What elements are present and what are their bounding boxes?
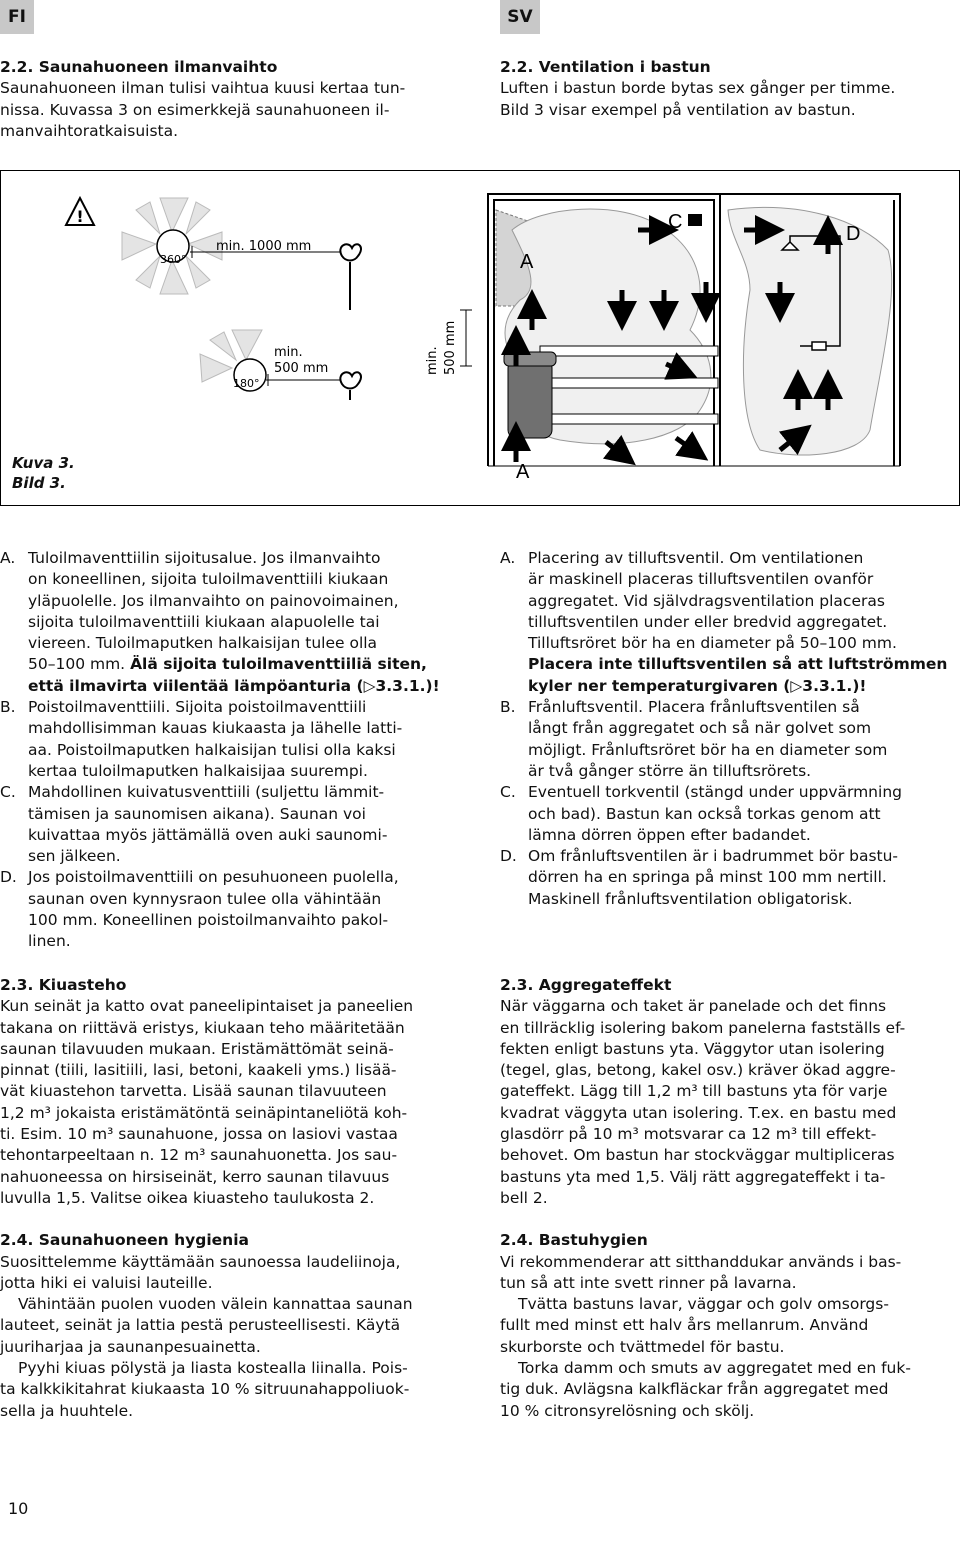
- sv-item-c: [500, 782, 960, 846]
- heater-symbol-icon: [340, 244, 361, 310]
- sv-items: [500, 548, 960, 910]
- fi-item-a: [0, 548, 470, 697]
- item-letter: B.: [500, 698, 516, 717]
- item-line: Tuloilmaventtiilin sijoitusalue. Jos ilmanvaihto: [28, 549, 381, 567]
- body-line: Tvätta bastuns lavar, väggar och golv omsorgs-: [518, 1295, 889, 1314]
- body-line: 1,2 m³ jokaista eristämätöntä seinäpintaneliötä koh-: [0, 1103, 408, 1122]
- sv-item-a: [500, 548, 960, 697]
- body-line: ti. Esim. 10 m³ saunahuone, jossa on lasiovi vastaa: [0, 1125, 398, 1144]
- body-line: Vi rekommenderar att sitthanddukar används i bas-: [500, 1252, 902, 1271]
- body-line: tun så att inte svett rinner på lavarna.: [500, 1273, 797, 1292]
- body-line: fullt med minst ett halv års mellanrum. Använd: [500, 1316, 869, 1335]
- fi-item-c: [0, 782, 470, 867]
- item-line: Mahdollinen kuivatusventtiili (suljettu lämmit-: [28, 783, 385, 802]
- heater-symbol-icon: [340, 372, 361, 400]
- item-line: Maskinell frånluftsventilation obligatorisk.: [528, 889, 853, 908]
- tab-fi: FI: [0, 0, 34, 34]
- item-line: Placering av tilluftsventil. Om ventilationen: [528, 549, 864, 567]
- body-line: luvulla 1,5. Valitse oikea kiuasteho taulukosta 2.: [0, 1188, 375, 1207]
- body-line: sella ja huuhtele.: [0, 1401, 134, 1420]
- item-warning-line: Älä sijoita tuloilmaventtiiliä siten,: [130, 655, 427, 674]
- item-warning-line: Placera inte tilluftsventilen så att luftströmmen: [528, 655, 948, 674]
- fi-item-b: [0, 697, 470, 782]
- figure-caption-sv: Bild 3.: [12, 474, 66, 492]
- body-line: en tillräcklig isolering bakom panelerna fastställs ef-: [500, 1018, 906, 1037]
- body-line: vät kiuastehon tarvetta. Lisää saunan tilavuuteen: [0, 1082, 387, 1101]
- body-line: tehontarpeeltaan n. 12 m³ saunahuonetta. Jos sau-: [0, 1146, 398, 1165]
- sv-ventilation-section: [500, 57, 960, 121]
- item-line: tämisen ja saunomisen aikana). Saunan voi: [28, 804, 366, 823]
- fi-item-d: [0, 867, 470, 952]
- fi-ventilation-title: 2.2. Saunahuoneen ilmanvaihto: [0, 58, 278, 76]
- body-line: Suosittelemme käyttämään saunoessa laudeliinoja,: [0, 1252, 401, 1271]
- body-line: saunan tilavuuden mukaan. Eristämättömät seinä-: [0, 1039, 394, 1058]
- fi-hygiene-title: 2.4. Saunahuoneen hygienia: [0, 1231, 249, 1250]
- sv-ventilation-line: Luften i bastun borde bytas sex gånger per timme.: [500, 79, 896, 98]
- body-line: gateffekt. Lägg till 1,2 m³ till bastuns yta för varje: [500, 1082, 888, 1101]
- marker-b: B: [676, 361, 690, 383]
- item-line: mahdollisimman kauas kiukaasta ja lähelle latti-: [28, 719, 403, 738]
- item-letter: A.: [0, 549, 16, 567]
- sv-item-b: [500, 697, 960, 782]
- body-line: Kun seinät ja katto ovat paneelipintaiset ja paneelien: [0, 997, 414, 1016]
- item-letter: C.: [0, 783, 16, 802]
- item-line: långt från aggregatet och så när golvet som: [528, 719, 872, 738]
- item-line: Eventuell torkventil (stängd under uppvärmning: [528, 783, 902, 802]
- item-letter: D.: [500, 847, 517, 866]
- body-line: glasdörr på 10 m³ motsvarar ca 12 m³ till effekt-: [500, 1125, 877, 1144]
- body-line: lauteet, seinät ja lattia pestä perusteellisesti. Käytä: [0, 1316, 401, 1335]
- figure-caption-fi: Kuva 3.: [12, 454, 75, 472]
- item-line: lämna dörren öppen efter badandet.: [528, 825, 811, 844]
- item-line: 50–100 mm. Älä sijoita tuloilmaventtiiliä siten,: [28, 655, 427, 674]
- item-line: Jos poistoilmaventtiili on pesuhuoneen puolella,: [28, 868, 399, 887]
- item-line: Tilluftsröret bör ha en diameter på 50–100 mm.: [528, 634, 897, 653]
- marker-d: D: [846, 223, 861, 245]
- item-line: är maskinell placeras tilluftsventilen ovanför: [528, 570, 874, 589]
- item-line: linen.: [28, 932, 71, 951]
- body-line: juuriharjaa ja saunanpesuainetta.: [0, 1337, 261, 1356]
- svg-text:min.: min.: [274, 345, 303, 360]
- body-line: Vähintään puolen vuoden välein kannattaa saunan: [18, 1295, 413, 1314]
- item-line: aa. Poistoilmaputken halkaisijan tulisi olla kaksi: [28, 740, 396, 759]
- fi-ventilation-line: nissa. Kuvassa 3 on esimerkkejä saunahuoneen il-: [0, 100, 390, 119]
- ventilation-figure: [0, 170, 960, 506]
- body-line: Torka damm och smuts av aggregatet med en fuk-: [518, 1359, 911, 1378]
- item-line: möjligt. Frånluftsröret bör ha en diameter som: [528, 740, 888, 759]
- body-line: bell 2.: [500, 1188, 548, 1207]
- item-line: Frånluftsventil. Placera frånluftsventilen så: [528, 698, 860, 717]
- fi-ventilation-section: [0, 57, 470, 142]
- body-line: tig duk. Avlägsna kalkfläckar från aggregatet med: [500, 1380, 889, 1399]
- sv-heater-output-title: 2.3. Aggregateffekt: [500, 976, 672, 994]
- item-line: 100 mm. Koneellinen poistoilmanvaihto pakol-: [28, 911, 389, 930]
- item-line: Poistoilmaventtiili. Sijoita poistoilmaventtiili: [28, 698, 367, 717]
- body-line: 10 % citronsyrelösning och skölj.: [500, 1401, 755, 1420]
- tab-sv: SV: [500, 0, 540, 34]
- sv-hygiene-title: 2.4. Bastuhygien: [500, 1231, 648, 1250]
- marker-a: A: [516, 461, 530, 483]
- item-line: saunan oven kynnysraon tulee olla vähintään: [28, 889, 382, 908]
- body-line: fekten enligt bastuns yta. Väggytor utan isolering: [500, 1039, 885, 1058]
- sv-ventilation-title: 2.2. Ventilation i bastun: [500, 58, 711, 76]
- item-line: tilluftsventilen under eller bredvid aggregatet.: [528, 612, 888, 631]
- heater: [508, 360, 552, 438]
- item-line: sijoita tuloilmaventtiili kiukaan alapuolelle tai: [28, 612, 380, 631]
- body-line: kvadrat väggyta utan isolering. T.ex. en bastu med: [500, 1103, 897, 1122]
- svg-text:500 mm: 500 mm: [274, 361, 329, 376]
- item-line: on koneellinen, sijoita tuloilmaventtiili kiukaan: [28, 570, 389, 589]
- item-line: aggregatet. Vid självdragsventilation placeras: [528, 591, 885, 610]
- body-line: skurborste och tvättmedel för bastu.: [500, 1337, 785, 1356]
- item-line: dörren ha en springa på minst 100 mm nertill.: [528, 868, 887, 887]
- body-line: När väggarna och taket är panelade och det finns: [500, 997, 887, 1016]
- item-line: yläpuolelle. Jos ilmanvaihto on painovoimainen,: [28, 591, 399, 610]
- body-line: Pyyhi kiuas pölystä ja liasta kostealla liinalla. Pois-: [18, 1359, 408, 1378]
- item-letter: C.: [500, 783, 516, 802]
- fi-lower-sections: [0, 975, 470, 1422]
- marker-c: C: [668, 211, 683, 233]
- item-line: sen jälkeen.: [28, 847, 121, 866]
- item-line: är två gånger större än tilluftsrörets.: [528, 761, 812, 780]
- item-line: kuivattaa myös jättämällä oven auki saunomi-: [28, 825, 388, 844]
- svg-text:360°: 360°: [160, 253, 187, 266]
- item-letter: A.: [500, 549, 516, 567]
- svg-text:500 mm: 500 mm: [443, 320, 458, 375]
- body-line: ta kalkkikitahrat kiukaasta 10 % sitruunahappoliuok-: [0, 1380, 410, 1399]
- body-line: pinnat (tiili, lasitiili, lasi, betoni, kaakeli yms.) lisää-: [0, 1061, 397, 1080]
- body-line: takana on riittävä eristys, kiukaan teho määritetään: [0, 1018, 405, 1037]
- body-line: jotta hiki ei valuisi lauteille.: [0, 1273, 213, 1292]
- item-line: viereen. Tuloilmaputken halkaisijan tulee olla: [28, 634, 378, 653]
- sv-lower-sections: [500, 975, 960, 1422]
- item-line: och bad). Bastun kan också torkas genom att: [528, 804, 881, 823]
- fi-ventilation-line: Saunahuoneen ilman tulisi vaihtua kuusi kertaa tun-: [0, 79, 406, 98]
- svg-text:180°: 180°: [233, 377, 260, 390]
- page-number: 10: [8, 1499, 29, 1518]
- item-letter: B.: [0, 698, 16, 717]
- svg-text:min.: min.: [425, 346, 440, 375]
- warning-icon: [66, 198, 94, 226]
- body-line: behovet. Om bastun har stockväggar multipliceras: [500, 1146, 895, 1165]
- fi-ventilation-line: manvaihtoratkaisuista.: [0, 121, 179, 140]
- fi-items: [0, 548, 470, 953]
- item-letter: D.: [0, 868, 17, 887]
- body-line: bastuns yta med 1,5. Välj rätt aggregateffekt i ta-: [500, 1167, 886, 1186]
- marker-a: A: [520, 251, 534, 273]
- svg-text:min. 1000 mm: min. 1000 mm: [216, 239, 312, 254]
- body-line: nahuoneessa on hirsiseinät, kerro saunan tilavuus: [0, 1167, 390, 1186]
- item-line: kertaa tuloilmaputken halkaisijaa suurempi.: [28, 761, 368, 780]
- svg-text:!: !: [76, 207, 84, 226]
- item-line: Om frånluftsventilen är i badrummet bör bastu-: [528, 847, 899, 866]
- sv-item-d: [500, 846, 960, 910]
- fi-heater-output-title: 2.3. Kiuasteho: [0, 976, 127, 994]
- fan-360-icon: [122, 198, 222, 294]
- sv-ventilation-line: Bild 3 visar exempel på ventilation av bastun.: [500, 100, 856, 119]
- item-warning-line: että ilmavirta viilentää lämpöanturia (▷3.3.1.)!: [28, 676, 440, 695]
- item-warning-line: kyler ner temperaturgivaren (▷3.3.1.)!: [528, 676, 867, 695]
- body-line: (tegel, glas, betong, kakel osv.) kräver ökad aggre-: [500, 1061, 896, 1080]
